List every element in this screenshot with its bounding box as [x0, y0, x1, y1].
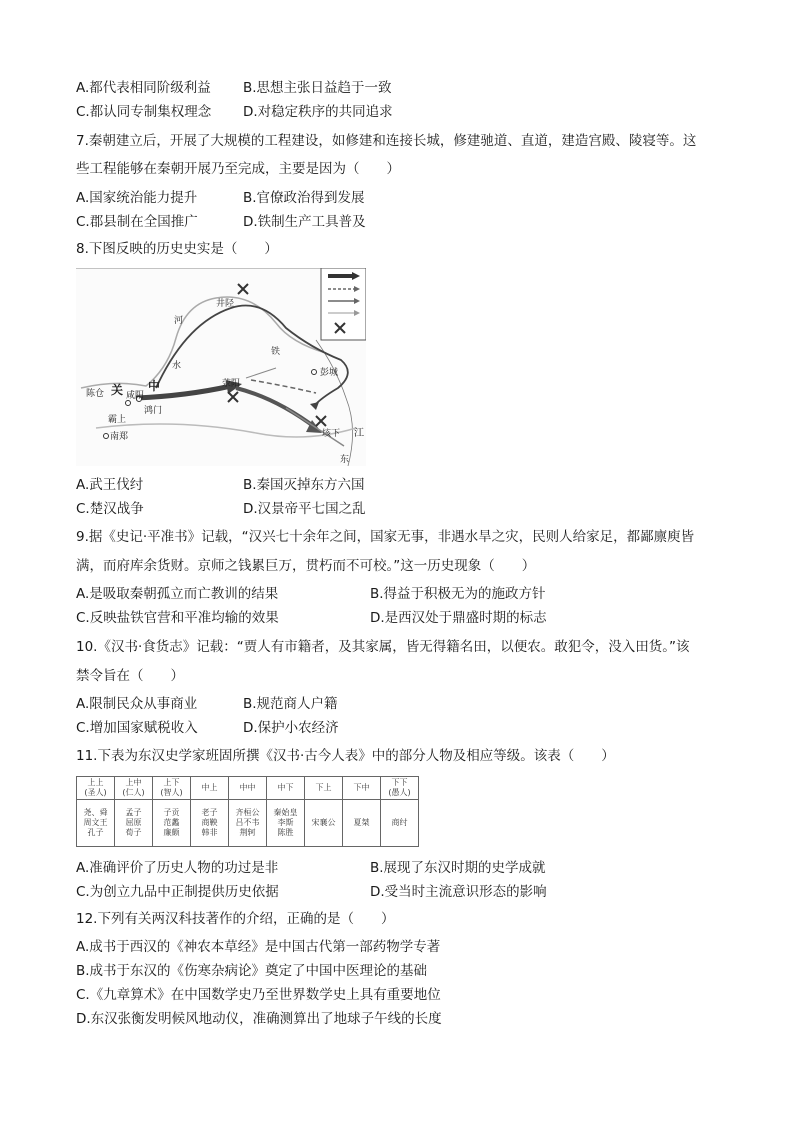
table-cell: 宋襄公: [305, 800, 343, 847]
q7-option-b: B.官僚政治得到发展: [243, 190, 365, 206]
label-he: 河: [174, 316, 184, 326]
q12-option-c: C.《九章算术》在中国数学史乃至世界数学史上具有重要地位: [76, 987, 441, 1003]
table-cell: 秦始皇 李斯 陈胜: [267, 800, 305, 847]
table-cell: 老子 商鞅 韩非: [191, 800, 229, 847]
label-shui: 水: [172, 361, 182, 371]
q12-option-d: D.东汉张衡发明候风地动仪，准确测算出了地球子午线的长度: [76, 1011, 442, 1027]
label-bashang: 霸上: [108, 415, 127, 425]
label-jingxing: 井陉: [216, 299, 235, 309]
label-pengcheng: 彭城: [320, 368, 339, 378]
table-header-cell: 中中: [229, 777, 267, 800]
q9-option-d: D.是西汉处于鼎盛时期的标志: [370, 610, 547, 626]
q7-option-c: C.郡县制在全国推广: [76, 214, 198, 230]
q8-option-a: A.武王伐纣: [76, 477, 144, 493]
q6-option-b: B.思想主张日益趋于一致: [243, 80, 392, 96]
q6-option-d: D.对稳定秩序的共同追求: [243, 104, 393, 120]
label-gaixia: 垓下: [322, 429, 341, 439]
table-header-cell: 下下 (愚人): [381, 777, 419, 800]
ancient-modern-people-table: [76, 776, 419, 847]
q9-stem-line1: 9.据《史记·平准书》记载，“汉兴七十余年之间，国家无事，非遇水旱之灾，民则人给家足，都鄙廪庾皆: [76, 529, 695, 545]
label-zhong: 中: [148, 379, 161, 393]
table-cell: 商纣: [381, 800, 419, 847]
q10-stem-line1: 10.《汉书·食货志》记载：“贾人有市籍者，及其家属，皆无得籍名田，以便农。敢犯令，没入田货。”该: [76, 639, 690, 655]
table-cell: 齐桓公 吕不韦 荆轲: [229, 800, 267, 847]
label-xingyang: 荥阳: [222, 379, 241, 389]
q8-option-b: B.秦国灭掉东方六国: [243, 477, 365, 493]
q10-option-c: C.增加国家赋税收入: [76, 720, 198, 736]
q6-option-c: C.都认同专制集权理念: [76, 104, 212, 120]
q10-option-d: D.保护小农经济: [243, 720, 339, 736]
q8-stem: 8.下图反映的历史史实是（ ）: [76, 241, 278, 257]
table-cell: 孟子 屈原 荀子: [115, 800, 153, 847]
q9-option-b: B.得益于积极无为的施政方针: [370, 586, 546, 602]
q8-option-d: D.汉景帝平七国之乱: [243, 501, 366, 517]
table-cell: 夏桀: [343, 800, 381, 847]
q9-stem-line2: 满，而府库余货财。京师之钱累巨万，贯朽而不可校。”这一历史现象（ ）: [76, 558, 536, 574]
q9-option-a: A.是吸取秦朝孤立而亡教训的结果: [76, 586, 279, 602]
table-header-cell: 上上 (圣人): [77, 777, 115, 800]
q11-stem: 11.下表为东汉史学家班固所撰《汉书·古今人表》中的部分人物及相应等级。该表（ ）: [76, 748, 615, 764]
q11-option-a: A.准确评价了历史人物的功过是非: [76, 860, 279, 876]
table-cell: 尧、舜 周文王 孔子: [77, 800, 115, 847]
chu-han-war-map: [76, 268, 366, 466]
q10-option-a: A.限制民众从事商业: [76, 696, 198, 712]
table-header-cell: 上中 (仁人): [115, 777, 153, 800]
q7-stem-line2: 些工程能够在秦朝开展乃至完成，主要是因为（ ）: [76, 161, 400, 177]
q10-stem-line2: 禁令旨在（ ）: [76, 668, 184, 684]
table-header-cell: 中下: [267, 777, 305, 800]
q7-stem-line1: 7.秦朝建立后，开展了大规模的工程建设，如修建和连接长城，修建驰道、直道，建造宫殿、陵寝等。这: [76, 133, 697, 149]
label-chencang: 陈仓: [86, 389, 105, 399]
q11-option-b: B.展现了东汉时期的史学成就: [370, 860, 546, 876]
q6-option-a: A.都代表相同阶级利益: [76, 80, 211, 96]
table-header-cell: 上下 (智人): [153, 777, 191, 800]
label-nanzheng: 南郑: [110, 432, 129, 442]
label-tie: 铁: [271, 347, 281, 357]
label-xianyang: 咸阳: [126, 391, 145, 401]
table-header-cell: 下上: [305, 777, 343, 800]
q10-option-b: B.规范商人户籍: [243, 696, 338, 712]
table-header-cell: 中上: [191, 777, 229, 800]
map-legend: [321, 268, 366, 340]
q8-option-c: C.楚汉战争: [76, 501, 144, 517]
q11-option-c: C.为创立九品中正制提供历史依据: [76, 884, 279, 900]
q12-stem: 12.下列有关两汉科技著作的介绍，正确的是（ ）: [76, 911, 395, 927]
q11-option-d: D.受当时主流意识形态的影响: [370, 884, 547, 900]
q7-option-d: D.铁制生产工具普及: [243, 214, 366, 230]
label-guan: 关: [111, 383, 124, 397]
table-cell: 子贡 范蠡 廉颇: [153, 800, 191, 847]
q12-option-b: B.成书于东汉的《伤寒杂病论》奠定了中国中医理论的基础: [76, 963, 428, 979]
label-hongmen: 鸿门: [144, 406, 163, 416]
q12-option-a: A.成书于西汉的《神农本草经》是中国古代第一部药物学专著: [76, 939, 441, 955]
table-header-cell: 下中: [343, 777, 381, 800]
label-jiang: 江: [354, 428, 364, 439]
q7-option-a: A.国家统治能力提升: [76, 190, 198, 206]
label-dong: 东: [340, 455, 350, 465]
q9-option-c: C.反映盐铁官营和平准均输的效果: [76, 610, 279, 626]
